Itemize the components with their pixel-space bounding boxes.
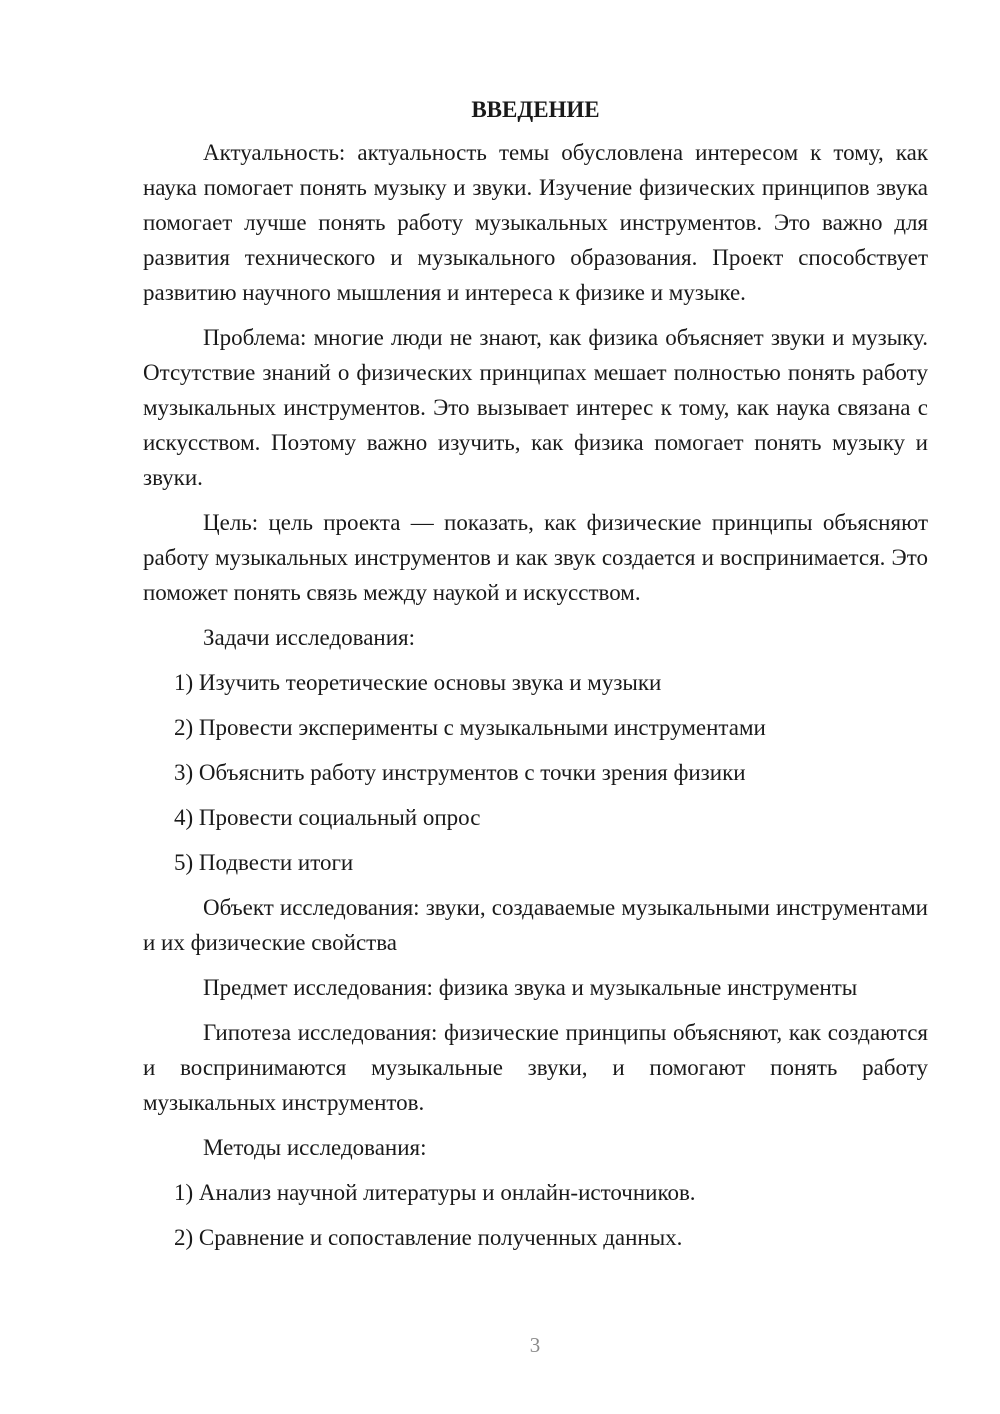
object-paragraph: Объект исследования: звуки, создаваемые музыкальными инструментами и их физические свойства [143,895,928,955]
list-item: 4) Провести социальный опрос [174,805,481,830]
page-title: ВВЕДЕНИЕ [471,97,600,122]
goal-paragraph: Цель: цель проекта — показать, как физические принципы объясняют работу музыкальных инструментов и как звук создается и воспринимается. Это поможет понять связь между наукой и искусством. [143,510,928,605]
list-item: 3) Объяснить работу инструментов с точки зрения физики [174,760,746,785]
list-item: 1) Изучить теоретические основы звука и музыки [174,670,662,695]
list-item: 2) Провести эксперименты с музыкальными инструментами [174,715,766,740]
list-item: 2) Сравнение и сопоставление полученных данных. [174,1225,683,1250]
tasks-heading: Задачи исследования: [203,625,416,650]
list-item: 5) Подвести итоги [174,850,354,875]
methods-heading: Методы исследования: [203,1135,427,1160]
problem-paragraph: Проблема: многие люди не знают, как физика объясняет звуки и музыку. Отсутствие знаний о физических принципах мешает полностью понять работу музыкальных инструментов. Это вызывает интерес к тому, как наука связана с искусством. Поэтому важно изучить, как физика помогает понять музыку и звуки. [143,325,928,490]
tasks-list [143,665,928,880]
document-page [143,95,928,1265]
methods-list [143,1175,928,1255]
subject-paragraph: Предмет исследования: физика звука и музыкальные инструменты [203,975,858,1000]
page-number: 3 [529,1333,541,1357]
hypothesis-paragraph: Гипотеза исследования: физические принципы объясняют, как создаются и воспринимаются музыкальные звуки, и помогают понять работу музыкальных инструментов. [143,1020,928,1115]
list-item: 1) Анализ научной литературы и онлайн-источников. [174,1180,696,1205]
relevance-paragraph: Актуальность: актуальность темы обусловлена интересом к тому, как наука помогает понять музыку и звуки. Изучение физических принципов звука помогает лучше понять работу музыкальных инструментов. Это важно для развития технического и музыкального образования. Проект способствует развитию научного мышления и интереса к физике и музыке. [143,140,928,305]
